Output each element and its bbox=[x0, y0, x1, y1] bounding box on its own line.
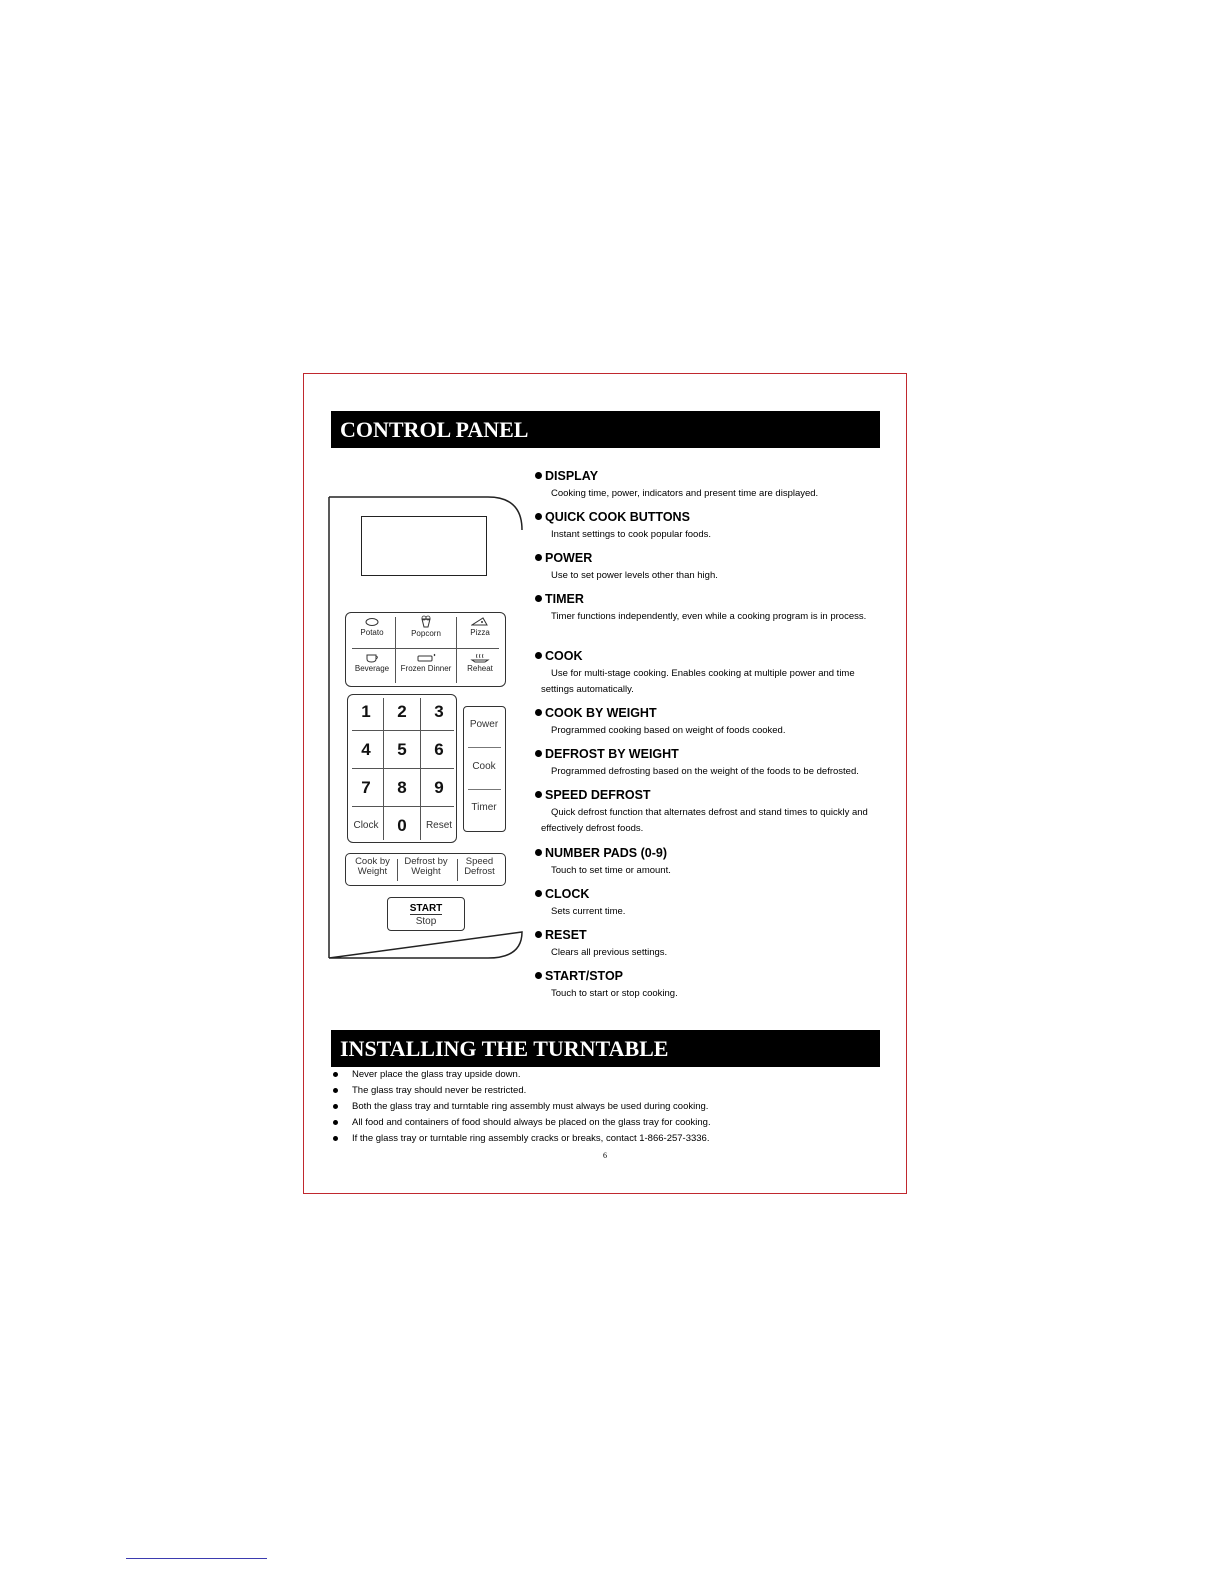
list-item: All food and containers of food should always be placed on the glass tray for cooking. bbox=[331, 1115, 891, 1131]
description-title: DEFROST BY WEIGHT bbox=[535, 747, 885, 761]
popcorn-label: Popcorn bbox=[411, 629, 441, 638]
turntable-heading: INSTALLING THE TURNTABLE bbox=[331, 1030, 880, 1067]
weight-keys bbox=[345, 853, 506, 886]
reheat-icon bbox=[470, 653, 490, 663]
description-item bbox=[535, 846, 885, 879]
page-number: 6 bbox=[603, 1151, 607, 1160]
key-1[interactable]: 1 bbox=[361, 702, 371, 721]
description-title: DISPLAY bbox=[535, 469, 885, 483]
power-key[interactable]: Power bbox=[469, 719, 499, 730]
frozen-dinner-icon bbox=[415, 653, 437, 663]
bullet-icon bbox=[535, 595, 542, 602]
stop-label: Stop bbox=[415, 916, 437, 927]
pizza-button[interactable] bbox=[456, 614, 504, 648]
bullet-icon bbox=[535, 791, 542, 798]
bullet-icon bbox=[535, 652, 542, 659]
description-text: Programmed cooking based on weight of foods cooked. bbox=[551, 725, 786, 736]
bullet-icon bbox=[535, 554, 542, 561]
description-text: Touch to start or stop cooking. bbox=[551, 988, 678, 999]
defrost-by-weight-line2: Weight bbox=[411, 866, 441, 877]
popcorn-button[interactable] bbox=[402, 613, 450, 647]
description-item bbox=[535, 551, 885, 584]
list-item: Never place the glass tray upside down. bbox=[331, 1067, 891, 1083]
description-title: QUICK COOK BUTTONS bbox=[535, 510, 885, 524]
key-3[interactable]: 3 bbox=[434, 702, 444, 721]
description-item bbox=[535, 649, 885, 698]
key-6[interactable]: 6 bbox=[434, 740, 444, 759]
description-item bbox=[535, 928, 885, 961]
speed-defrost-key[interactable] bbox=[453, 857, 506, 877]
description-title: START/STOP bbox=[535, 969, 885, 983]
cook-by-weight-line2: Weight bbox=[357, 866, 388, 877]
description-title: NUMBER PADS (0-9) bbox=[535, 846, 885, 860]
cook-by-weight-line1: Cook by bbox=[355, 856, 390, 867]
key-5[interactable]: 5 bbox=[397, 740, 407, 759]
reheat-label: Reheat bbox=[467, 664, 493, 673]
potato-button[interactable] bbox=[348, 615, 396, 649]
potato-label: Potato bbox=[360, 628, 384, 637]
description-text: Touch to set time or amount. bbox=[551, 865, 671, 876]
beverage-icon bbox=[364, 653, 380, 663]
clock-key[interactable]: Clock bbox=[353, 820, 379, 831]
description-item bbox=[535, 747, 885, 780]
turntable-list bbox=[331, 1067, 891, 1147]
defrost-by-weight-line1: Defrost by bbox=[404, 856, 448, 867]
description-text: Use to set power levels other than high. bbox=[551, 570, 718, 581]
side-divider bbox=[468, 747, 501, 748]
start-stop-button[interactable] bbox=[387, 897, 465, 931]
key-8[interactable]: 8 bbox=[397, 778, 407, 797]
display-window bbox=[361, 516, 487, 576]
keypad-divider bbox=[383, 698, 384, 840]
control-panel-heading: CONTROL PANEL bbox=[331, 411, 880, 448]
bullet-icon bbox=[535, 931, 542, 938]
frozen-dinner-button[interactable] bbox=[399, 651, 453, 685]
description-title: RESET bbox=[535, 928, 885, 942]
keypad-divider bbox=[352, 768, 454, 769]
list-item: Both the glass tray and turntable ring assembly must always be used during cooking. bbox=[331, 1099, 891, 1115]
keypad-divider bbox=[352, 730, 454, 731]
number-pad bbox=[347, 694, 457, 843]
side-divider bbox=[468, 789, 501, 790]
description-text: Timer functions independently, even while a cooking program is in process. bbox=[551, 611, 867, 622]
key-7[interactable]: 7 bbox=[361, 778, 371, 797]
pizza-icon bbox=[471, 616, 489, 627]
description-text: Use for multi-stage cooking. Enables cooking at multiple power and time settings automatically. bbox=[541, 668, 855, 695]
description-text: Quick defrost function that alternates defrost and stand times to quickly and effectively defrost foods. bbox=[541, 807, 868, 834]
description-item bbox=[535, 788, 885, 837]
description-text: Clears all previous settings. bbox=[551, 947, 668, 958]
description-text: Sets current time. bbox=[551, 906, 626, 917]
description-title: TIMER bbox=[535, 592, 885, 606]
defrost-by-weight-key[interactable] bbox=[398, 857, 454, 877]
bullet-icon bbox=[535, 890, 542, 897]
popcorn-icon bbox=[419, 615, 433, 628]
description-title: SPEED DEFROST bbox=[535, 788, 885, 802]
key-0[interactable]: 0 bbox=[397, 816, 407, 835]
description-text: Programmed defrosting based on the weight of the foods to be defrosted. bbox=[551, 766, 859, 777]
description-title: POWER bbox=[535, 551, 885, 565]
speed-defrost-line2: Defrost bbox=[464, 866, 495, 877]
key-4[interactable]: 4 bbox=[361, 740, 371, 759]
bullet-icon bbox=[535, 709, 542, 716]
side-keys bbox=[463, 706, 506, 832]
description-item bbox=[535, 969, 885, 1002]
list-item: If the glass tray or turntable ring assembly cracks or breaks, contact 1-866-257-3336. bbox=[331, 1131, 891, 1147]
speed-defrost-line1: Speed bbox=[465, 856, 494, 867]
key-2[interactable]: 2 bbox=[397, 702, 407, 721]
description-item bbox=[535, 469, 885, 502]
description-item bbox=[535, 887, 885, 920]
cook-by-weight-key[interactable] bbox=[346, 857, 399, 877]
bullet-icon bbox=[535, 849, 542, 856]
frozen-dinner-label: Frozen Dinner bbox=[400, 664, 452, 673]
start-label: START bbox=[409, 903, 443, 914]
reset-key[interactable]: Reset bbox=[425, 820, 453, 831]
description-title: COOK BY WEIGHT bbox=[535, 706, 885, 720]
description-item bbox=[535, 706, 885, 739]
cook-key[interactable]: Cook bbox=[472, 761, 496, 772]
footnote-rule bbox=[126, 1558, 267, 1559]
bullet-icon bbox=[535, 972, 542, 979]
description-text: Cooking time, power, indicators and present time are displayed. bbox=[551, 488, 819, 499]
reheat-button[interactable] bbox=[456, 651, 504, 685]
description-item bbox=[535, 592, 885, 625]
bullet-icon bbox=[535, 472, 542, 479]
potato-icon bbox=[364, 617, 380, 627]
keypad-divider bbox=[352, 806, 454, 807]
description-item bbox=[535, 510, 885, 543]
list-item: The glass tray should never be restricted. bbox=[331, 1083, 891, 1099]
key-9[interactable]: 9 bbox=[434, 778, 444, 797]
quick-cook-grid bbox=[345, 612, 506, 687]
description-title: COOK bbox=[535, 649, 885, 663]
bullet-icon bbox=[535, 750, 542, 757]
timer-key[interactable]: Timer bbox=[471, 802, 497, 813]
description-title: CLOCK bbox=[535, 887, 885, 901]
pizza-label: Pizza bbox=[470, 628, 490, 637]
beverage-button[interactable] bbox=[348, 651, 396, 685]
description-text: Instant settings to cook popular foods. bbox=[551, 529, 712, 540]
beverage-label: Beverage bbox=[354, 664, 390, 673]
control-panel-illustration bbox=[328, 496, 523, 959]
bullet-icon bbox=[535, 513, 542, 520]
